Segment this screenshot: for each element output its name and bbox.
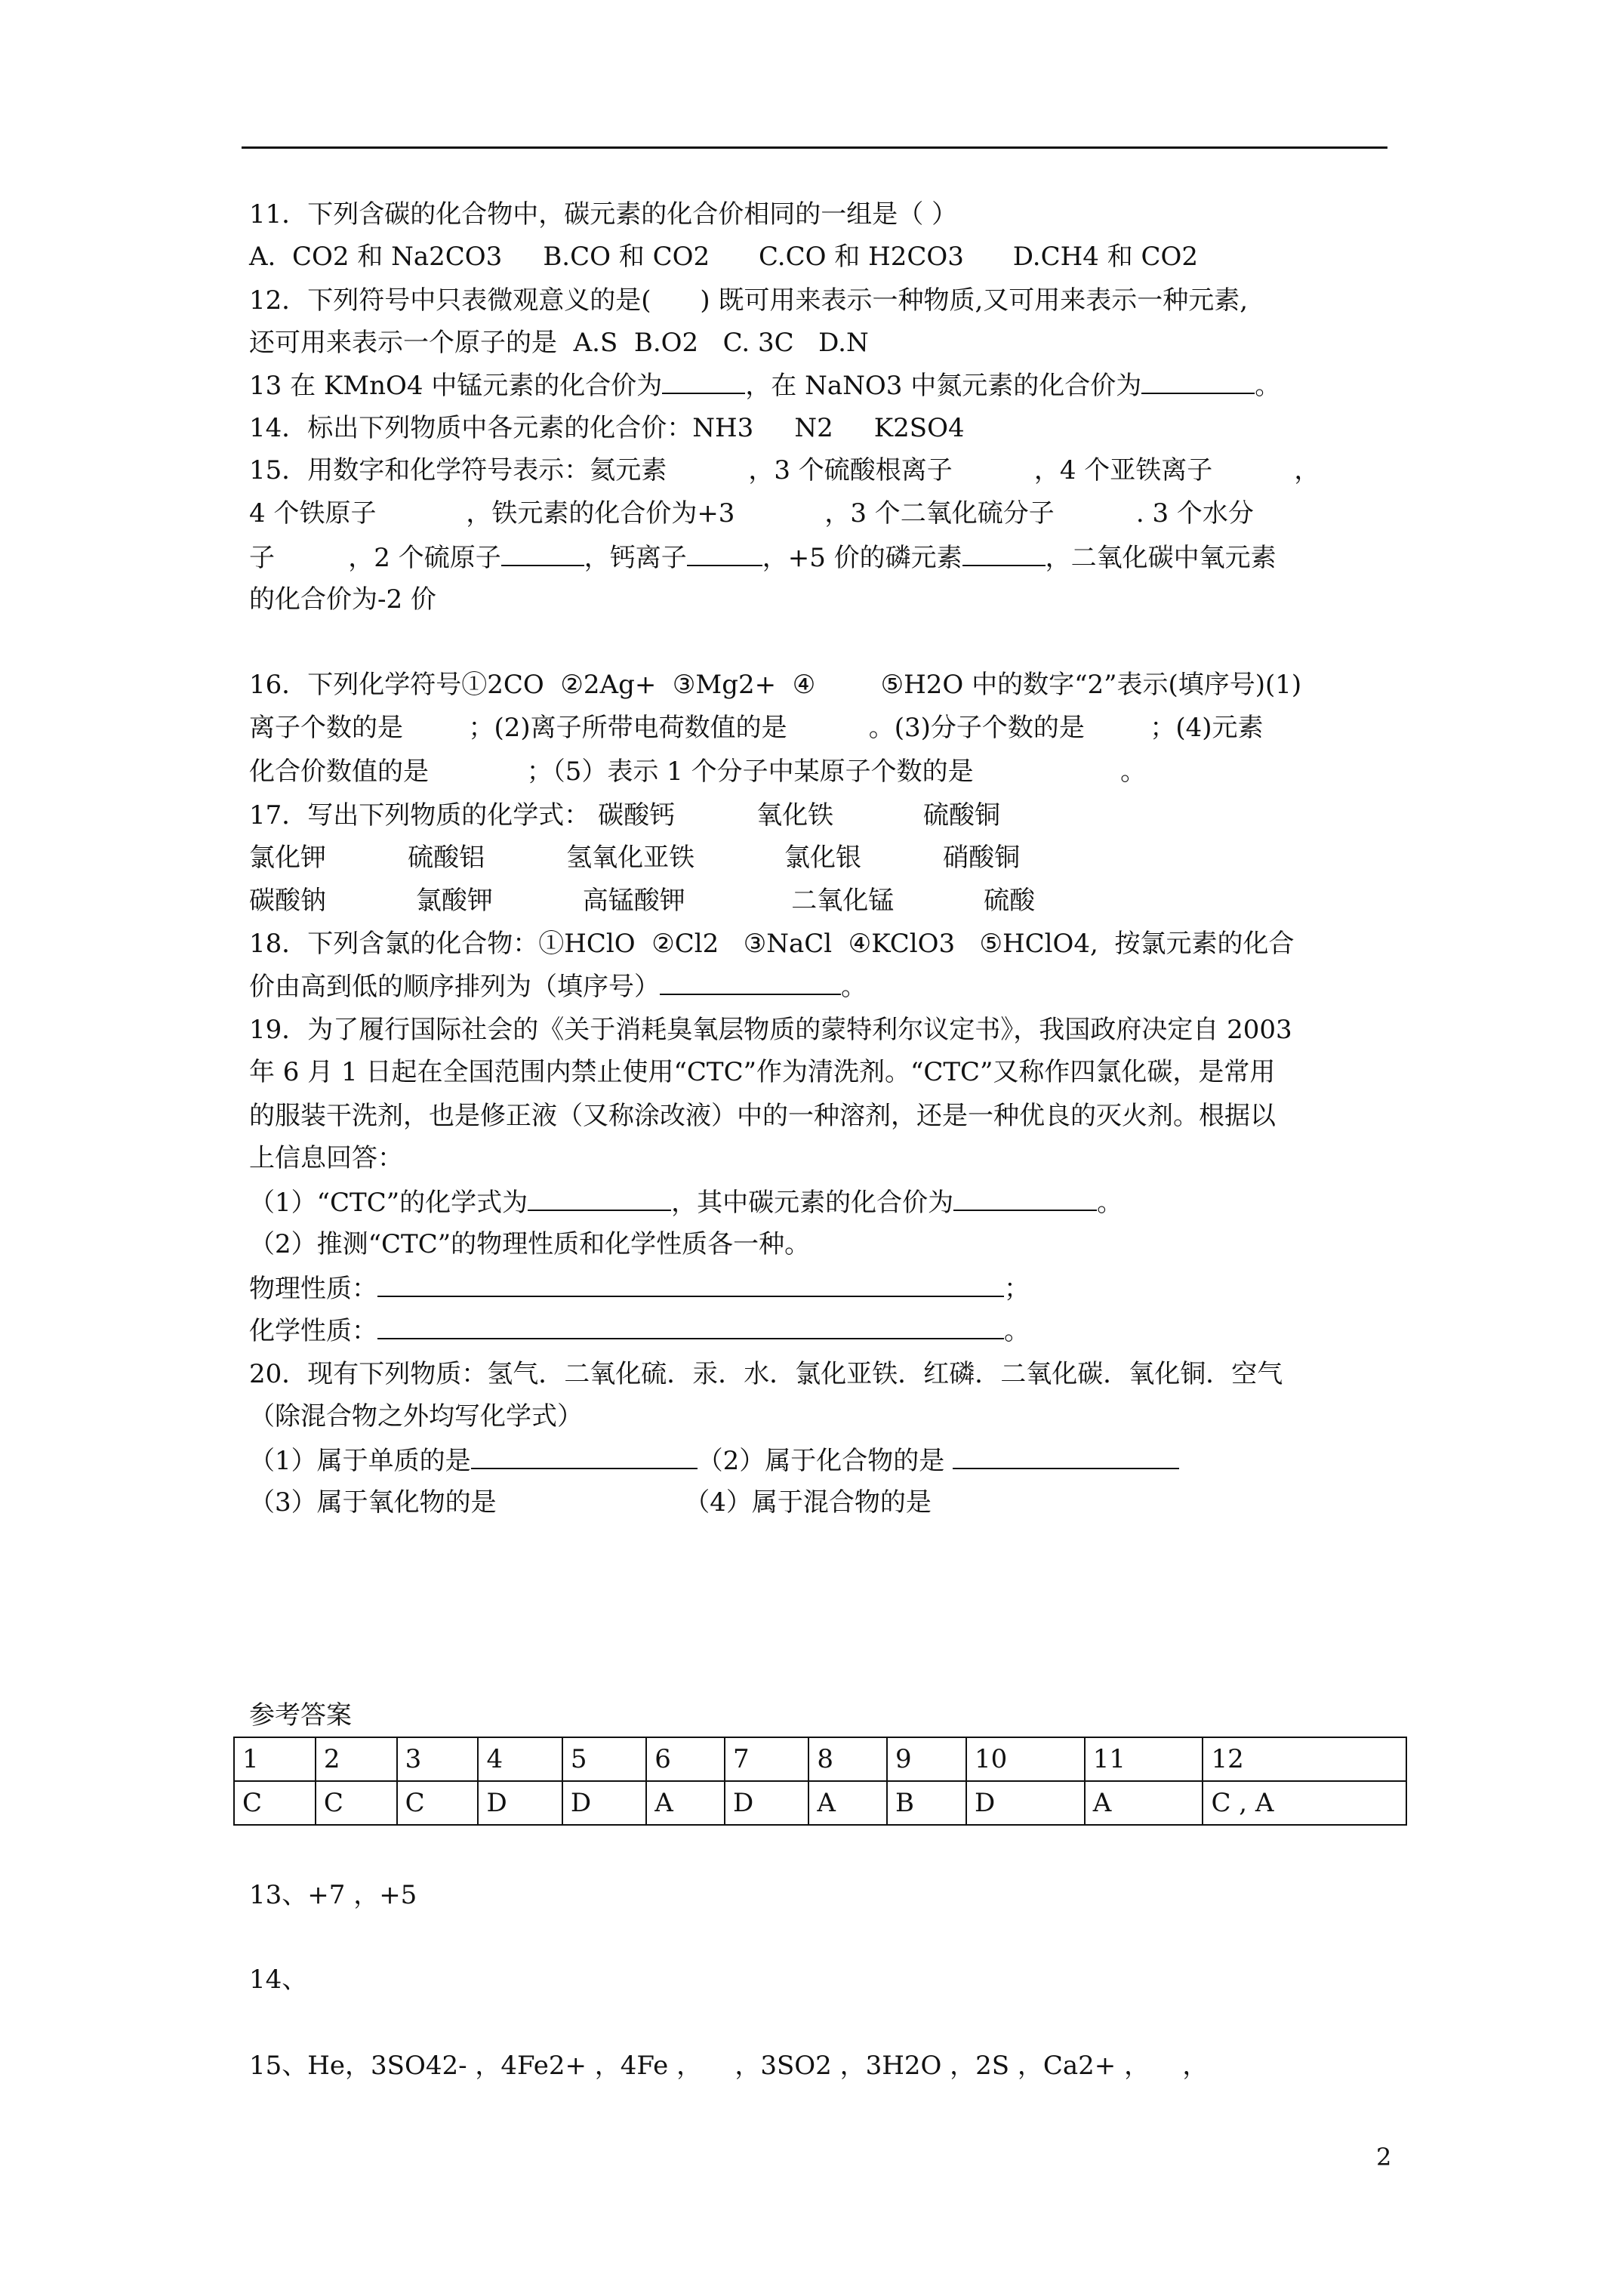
q15-blank-1[interactable] xyxy=(501,541,584,566)
q13-blank-1[interactable] xyxy=(662,368,745,394)
answer-15: 15、He，3SO42- ，4Fe2+ ，4Fe ， ，3SO2 ，3H2O ，2S ，Ca2+ ， ， xyxy=(249,2051,1209,2081)
question-14: 14．标出下列物质中各元素的化合价：NH3 N2 K2SO4 xyxy=(249,413,965,443)
q19-physical-end: ； xyxy=(1004,1274,1030,1304)
answer-letter-cell: D xyxy=(562,1781,646,1825)
question-15-line-2: 4 个铁原子 ，铁元素的化合价为+3 ，3 个二氧化硫分子 . 3 个水分 xyxy=(249,498,1254,529)
question-19-part-1 xyxy=(249,1185,1123,1219)
question-11-options: A. CO2 和 Na2CO3 B.CO 和 CO2 C.CO 和 H2CO3 D.CH4 和 CO2 xyxy=(249,242,1199,272)
answer-letter-cell: C xyxy=(316,1781,397,1825)
q19-chemical-end: 。 xyxy=(1004,1316,1030,1346)
q20-text-1: （1）属于单质的是 xyxy=(249,1446,471,1476)
question-19-line-1: 19．为了履行国际社会的《关于消耗臭氧层物质的蒙特利尔议定书》，我国政府决定自 2003 xyxy=(249,1015,1292,1045)
answer-number-cell: 3 xyxy=(397,1737,479,1781)
q18-blank[interactable] xyxy=(660,969,841,995)
question-20-line-1: 20．现有下列物质：氢气．二氧化硫．汞．水．氯化亚铁．红磷．二氧化碳．氧化铜．空气 xyxy=(249,1359,1283,1389)
answer-number-cell: 4 xyxy=(478,1737,562,1781)
answer-letter-cell: C xyxy=(397,1781,479,1825)
question-12-line-2: 还可用来表示一个原子的是 A.S B.O2 C. 3C D.N xyxy=(249,328,869,358)
question-20-line-4: （3）属于氧化物的是 （4）属于混合物的是 xyxy=(249,1487,932,1518)
answer-letter-cell: D xyxy=(725,1781,808,1825)
answer-table xyxy=(233,1737,1407,1826)
answer-number-cell: 5 xyxy=(562,1737,646,1781)
answer-letter-cell: A xyxy=(1085,1781,1203,1825)
question-17-line-3: 碳酸钠 氯酸钾 高锰酸钾 二氧化锰 硫酸 xyxy=(249,886,1036,916)
q15-text-1: 子 ，2 个硫原子 xyxy=(249,543,501,573)
answer-number-cell: 2 xyxy=(316,1737,397,1781)
answer-number-cell: 11 xyxy=(1085,1737,1203,1781)
q19-blank-physical[interactable] xyxy=(377,1271,1004,1297)
question-15-line-3 xyxy=(249,541,1277,575)
q13-blank-2[interactable] xyxy=(1141,368,1255,394)
q18-text-a: 价由高到低的顺序排列为（填序号） xyxy=(249,972,660,1002)
question-13 xyxy=(249,368,1280,402)
question-15-line-1: 15．用数字和化学符号表示：氦元素 ，3 个硫酸根离子 ，4 个亚铁离子 ， xyxy=(249,455,1320,485)
q18-text-b: 。 xyxy=(841,972,867,1002)
question-19-physical xyxy=(249,1271,1030,1305)
question-11: 11．下列含碳的化合物中，碳元素的化合价相同的一组是（ ） xyxy=(249,199,958,230)
question-17-line-1: 17．写出下列物质的化学式： 碳酸钙 氧化铁 硫酸铜 xyxy=(249,800,1001,831)
header-rule xyxy=(242,146,1387,149)
question-12-line-1: 12．下列符号中只表微观意义的是( ) 既可用来表示一种物质,又可用来表示一种元素, xyxy=(249,285,1249,316)
page-number: 2 xyxy=(1376,2143,1392,2171)
question-18-line-1: 18．下列含氯的化合物：①HClO ②Cl2 ③NaCl ④KClO3 ⑤HClO4, 按氯元素的化合 xyxy=(249,929,1295,959)
q15-text-3: ，+5 价的磷元素 xyxy=(762,543,962,573)
q19-blank-formula[interactable] xyxy=(528,1185,671,1211)
question-19-line-4: 上信息回答： xyxy=(249,1143,403,1173)
question-19-chemical xyxy=(249,1314,1030,1348)
q19-text-1: （1）“CTC”的化学式为 xyxy=(249,1188,528,1218)
q15-text-4: ，二氧化碳中氧元素 xyxy=(1045,543,1277,573)
question-17-line-2: 氯化钾 硫酸铝 氢氧化亚铁 氯化银 硝酸铜 xyxy=(249,843,1021,873)
q19-text-3: 。 xyxy=(1097,1188,1123,1218)
answers-heading: 参考答案 xyxy=(249,1700,352,1730)
answer-letter-cell: D xyxy=(966,1781,1085,1825)
answer-letter-cell: A xyxy=(808,1781,887,1825)
q20-blank-elements[interactable] xyxy=(471,1444,698,1469)
question-16-line-1: 16．下列化学符号①2CO ②2Ag+ ③Mg2+ ④ ⑤H2O 中的数字“2”表示(填序号)(1) xyxy=(249,670,1302,700)
question-20-line-3 xyxy=(249,1444,1179,1478)
q13-text-c: 。 xyxy=(1255,371,1281,401)
question-18-line-2 xyxy=(249,969,867,1003)
answer-number-cell: 9 xyxy=(887,1737,966,1781)
q19-blank-chemical[interactable] xyxy=(377,1314,1004,1339)
question-16-line-2: 离子个数的是 ；(2)离子所带电荷数值的是 。(3)分子个数的是 ；(4)元素 xyxy=(249,713,1264,743)
q19-chemical-label: 化学性质： xyxy=(249,1316,377,1346)
answer-table-number-row xyxy=(234,1737,1406,1781)
q20-text-2: （2）属于化合物的是 xyxy=(697,1446,953,1476)
question-19-line-3: 的服装干洗剂，也是修正液（又称涂改液）中的一种溶剂，还是一种优良的灭火剂。根据以 xyxy=(249,1101,1276,1131)
answer-number-cell: 10 xyxy=(966,1737,1085,1781)
answer-letter-cell: C xyxy=(234,1781,316,1825)
answer-13: 13、+7 ，+5 xyxy=(249,1880,417,1910)
answer-table-letter-row xyxy=(234,1781,1406,1825)
q15-blank-2[interactable] xyxy=(687,541,762,566)
q19-blank-valence[interactable] xyxy=(953,1185,1097,1211)
answer-number-cell: 6 xyxy=(646,1737,725,1781)
q19-physical-label: 物理性质： xyxy=(249,1274,377,1304)
question-16-line-3: 化合价数值的是 ；（5）表示 1 个分子中某原子个数的是 。 xyxy=(249,757,1147,787)
answer-letter-cell: A xyxy=(646,1781,725,1825)
answer-letter-cell: B xyxy=(887,1781,966,1825)
q20-blank-compounds[interactable] xyxy=(953,1444,1179,1469)
question-19-line-2: 年 6 月 1 日起在全国范围内禁止使用“CTC”作为清洗剂。“CTC”又称作四氯化碳，是常用 xyxy=(249,1057,1276,1087)
q15-blank-3[interactable] xyxy=(962,541,1046,566)
question-19-part-2: （2）推测“CTC”的物理性质和化学性质各一种。 xyxy=(249,1229,811,1259)
q19-text-2: ，其中碳元素的化合价为 xyxy=(671,1188,954,1218)
answer-14: 14、 xyxy=(249,1965,308,1995)
q13-text-a: 13 在 KMnO4 中锰元素的化合价为 xyxy=(249,371,663,401)
question-20-line-2: （除混合物之外均写化学式） xyxy=(249,1401,583,1432)
answer-number-cell: 8 xyxy=(808,1737,887,1781)
answer-number-cell: 1 xyxy=(234,1737,316,1781)
answer-letter-cell: C , A xyxy=(1203,1781,1406,1825)
answer-letter-cell: D xyxy=(478,1781,562,1825)
q13-text-b: ，在 NaNO3 中氮元素的化合价为 xyxy=(745,371,1142,401)
answer-number-cell: 7 xyxy=(725,1737,808,1781)
question-15-line-4: 的化合价为-2 价 xyxy=(249,584,436,615)
answer-number-cell: 12 xyxy=(1203,1737,1406,1781)
q15-text-2: ，钙离子 xyxy=(584,543,687,573)
